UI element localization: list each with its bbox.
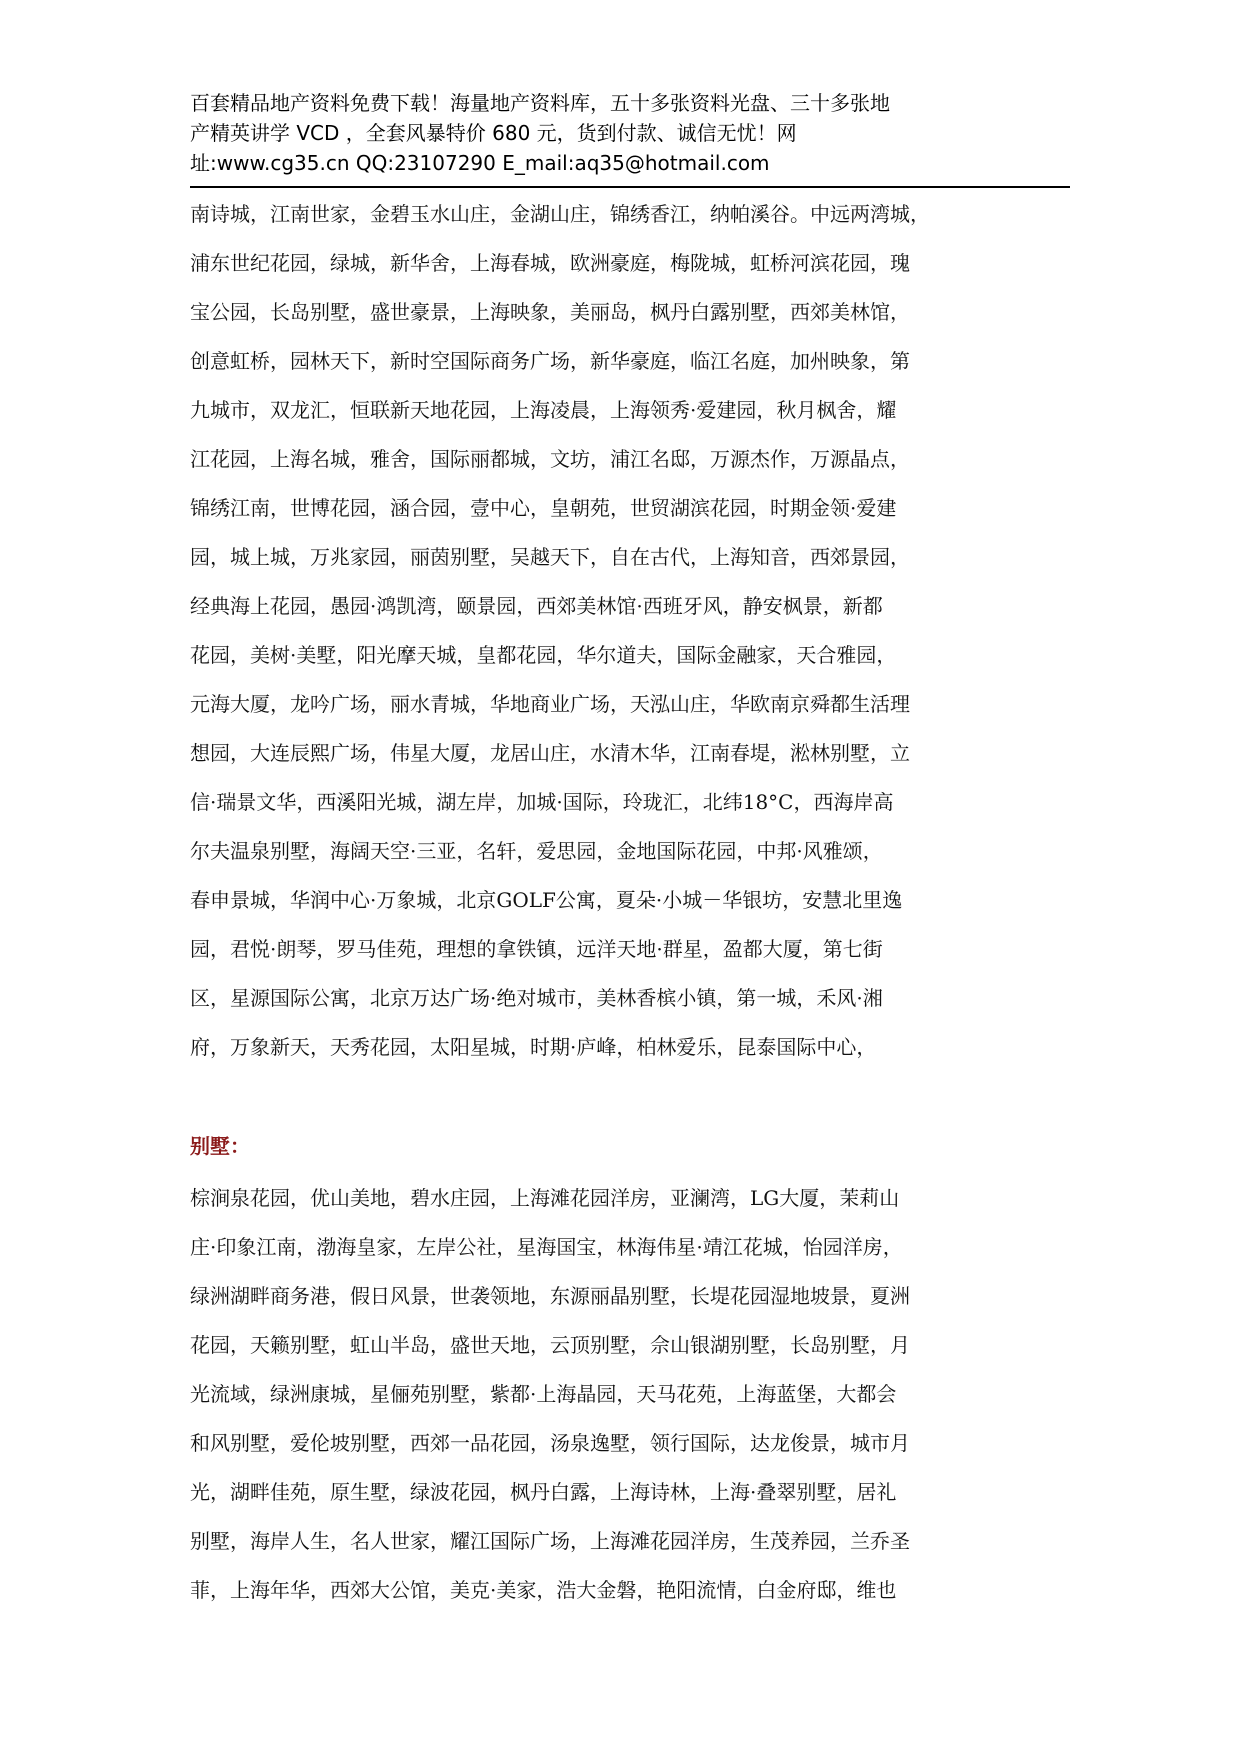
paragraph-line: 府，万象新天，天秀花园，太阳星城，时期·庐峰，柏林爱乐，昆泰国际中心， <box>190 1035 877 1059</box>
paragraph-line: 绿洲湖畔商务港，假日风景，世袭领地，东源丽晶别墅，长堤花园湿地坡景，夏洲 <box>190 1284 910 1308</box>
paragraph-line: 锦绣江南，世博花园，涵合园，壹中心，皇朝苑，世贸湖滨花园，时期金领·爱建 <box>190 496 897 520</box>
paragraph-line: 浦东世纪花园，绿城，新华舍，上海春城，欧洲豪庭，梅陇城，虹桥河滨花园，瑰 <box>190 251 910 275</box>
paragraph-line: 园，城上城，万兆家园，丽茵别墅，吴越天下，自在古代，上海知音，西郊景园， <box>190 545 910 569</box>
paragraph-line: 春申景城，华润中心·万象城，北京GOLF公寓，夏朵·小城－华银坊，安慧北里逸 <box>190 888 903 912</box>
paragraph-line: 经典海上花园，愚园·鸿凯湾，颐景园，西郊美林馆·西班牙风，静安枫景，新都 <box>190 594 883 618</box>
paragraph-line: 菲，上海年华，西郊大公馆，美克·美家，浩大金磐，艳阳流情，白金府邸，维也 <box>190 1578 897 1602</box>
paragraph-line: 尔夫温泉别墅，海阔天空·三亚，名轩，爱思园，金地国际花园，中邦·风雅颂， <box>190 839 883 863</box>
paragraph-line: 想园，大连辰熙广场，伟星大厦，龙居山庄，水清木华，江南春堤，淞林别墅，立 <box>190 741 910 765</box>
header-contact-line: 址:www.cg35.cn QQ:23107290 E_mail:aq35@hotmail.com <box>190 151 770 175</box>
paragraph-line: 庄·印象江南，渤海皇家，左岸公社，星海国宝，林海伟星·靖江花城，怡园洋房， <box>190 1235 903 1259</box>
header-line: 产精英讲学 VCD ，全套风暴特价 680 元，货到付款、诚信无忧！网 <box>190 121 797 145</box>
page-header <box>190 88 1070 178</box>
paragraph-line: 别墅，海岸人生，名人世家，耀江国际广场，上海滩花园洋房，生茂养园，兰乔圣 <box>190 1529 910 1553</box>
paragraph-line: 光，湖畔佳苑，原生墅，绿波花园，枫丹白露，上海诗林，上海·叠翠别墅，居礼 <box>190 1480 897 1504</box>
paragraph-line: 江花园，上海名城，雅舍，国际丽都城，文坊，浦江名邸，万源杰作，万源晶点， <box>190 447 910 471</box>
paragraph-line: 南诗城，江南世家，金碧玉水山庄，金湖山庄，锦绣香江，纳帕溪谷。中远两湾城， <box>190 202 930 226</box>
paragraph-line: 园，君悦·朗琴，罗马佳苑，理想的拿铁镇，远洋天地·群星，盈都大厦，第七街 <box>190 937 883 961</box>
paragraph-line: 花园，美树·美墅，阳光摩天城，皇都花园，华尔道夫，国际金融家，天合雅园， <box>190 643 897 667</box>
paragraph-line: 元海大厦，龙吟广场，丽水青城，华地商业广场，天泓山庄，华欧南京舜都生活理 <box>190 692 910 716</box>
paragraph-line: 区，星源国际公寓，北京万达广场·绝对城市，美林香槟小镇，第一城，禾风·湘 <box>190 986 883 1010</box>
villa-paragraph <box>190 1174 1070 1615</box>
projects-paragraph <box>190 190 1070 1072</box>
paragraph-line: 光流域，绿洲康城，星俪苑别墅，紫都·上海晶园，天马花苑，上海蓝堡，大都会 <box>190 1382 897 1406</box>
header-line: 百套精品地产资料免费下载！海量地产资料库，五十多张资料光盘、三十多张地 <box>190 91 890 115</box>
paragraph-line: 和风别墅，爱伦坡别墅，西郊一品花园，汤泉逸墅，领行国际，达龙俊景，城市月 <box>190 1431 910 1455</box>
header-divider <box>190 186 1070 188</box>
paragraph-line: 宝公园，长岛别墅，盛世豪景，上海映象，美丽岛，枫丹白露别墅，西郊美林馆， <box>190 300 910 324</box>
villa-section-heading: 别墅： <box>190 1134 250 1158</box>
paragraph-line: 创意虹桥，园林天下，新时空国际商务广场，新华豪庭，临江名庭，加州映象，第 <box>190 349 910 373</box>
paragraph-line: 九城市，双龙汇，恒联新天地花园，上海凌晨，上海领秀·爱建园，秋月枫舍，耀 <box>190 398 897 422</box>
paragraph-line: 信·瑞景文华，西溪阳光城，湖左岸，加城·国际，玲珑汇，北纬18°C，西海岸高 <box>190 790 894 814</box>
paragraph-line: 棕涧泉花园，优山美地，碧水庄园，上海滩花园洋房，亚澜湾，LG大厦，茉莉山 <box>190 1186 900 1210</box>
paragraph-line: 花园，天籁别墅，虹山半岛，盛世天地，云顶别墅，佘山银湖别墅，长岛别墅，月 <box>190 1333 910 1357</box>
